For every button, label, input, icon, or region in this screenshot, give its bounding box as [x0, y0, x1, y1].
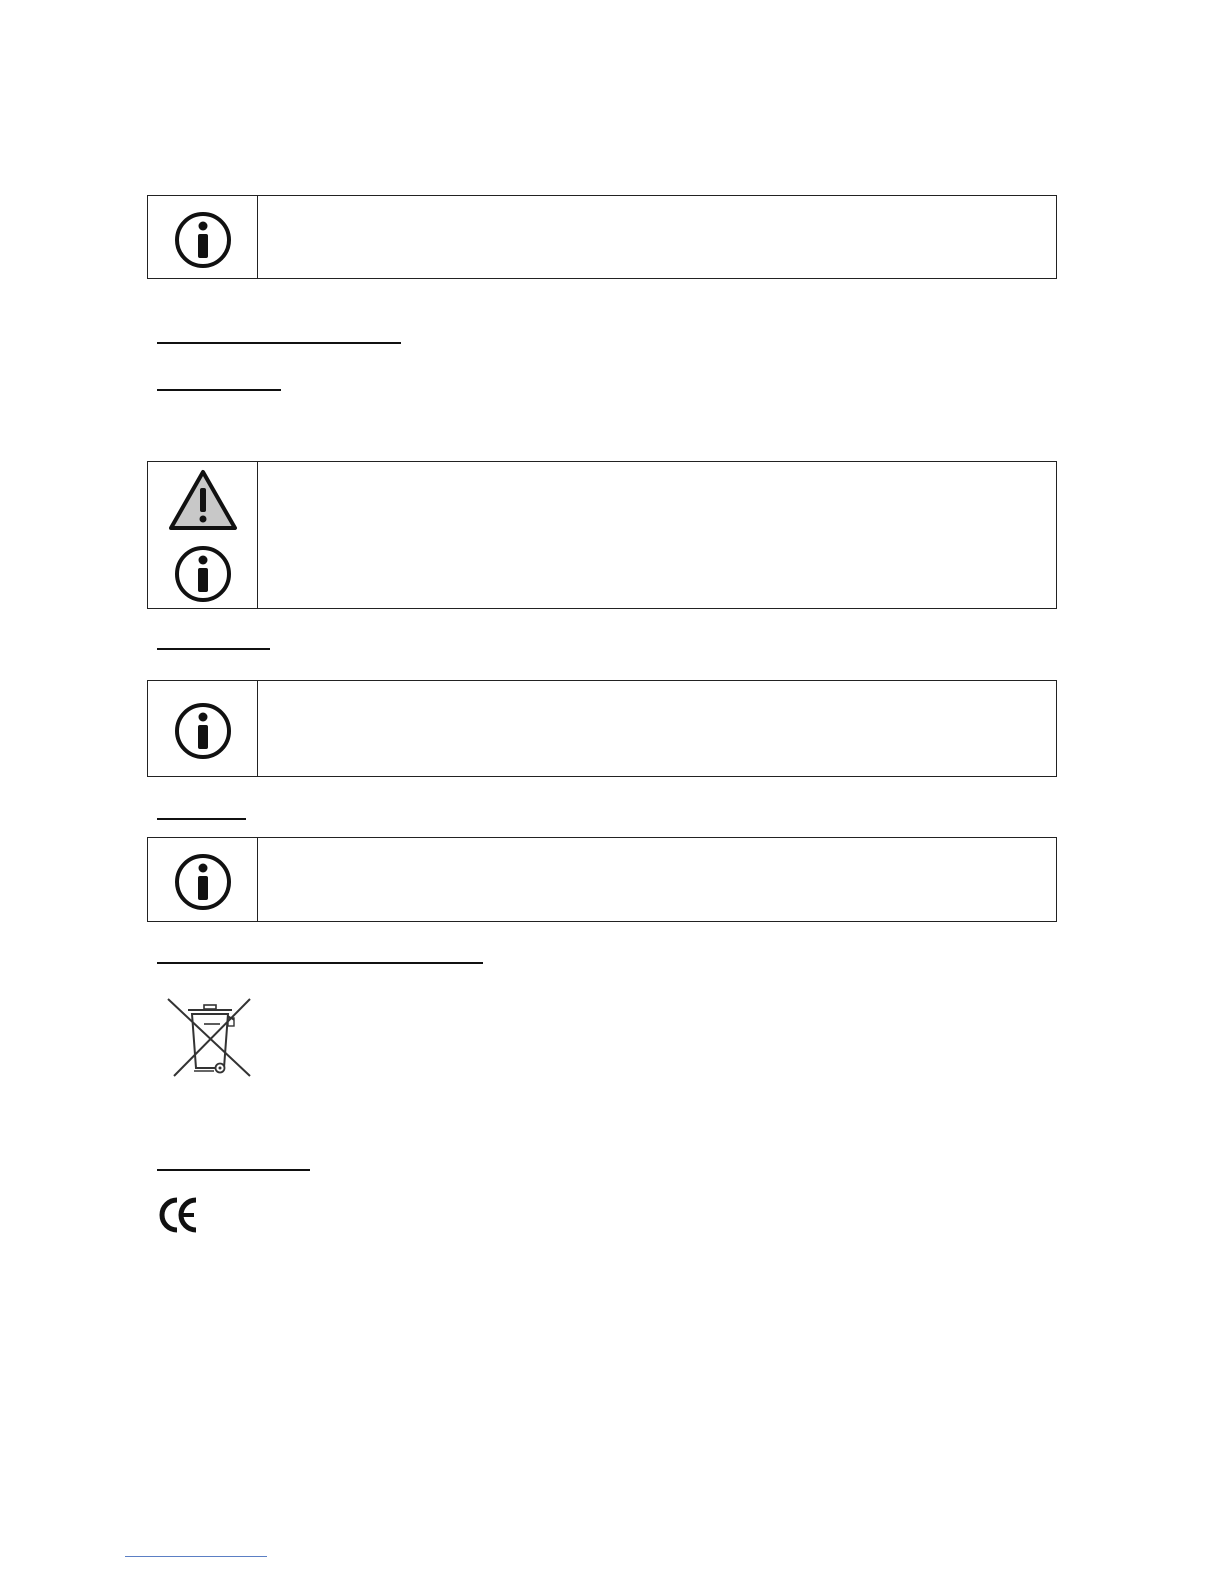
- crossed-out-wheelie-bin-icon: [164, 996, 254, 1078]
- section-heading-3: [157, 648, 270, 650]
- section-heading-4: [157, 818, 246, 820]
- notice-text: [260, 196, 1056, 278]
- notice-box-1: [147, 195, 1057, 279]
- notice-icon-cell: [148, 462, 258, 608]
- notice-text: [260, 462, 1056, 608]
- notice-box-2: [147, 461, 1057, 609]
- section-heading-1: [157, 342, 401, 344]
- notice-icon-cell: [148, 838, 258, 921]
- notice-box-4: [147, 837, 1057, 922]
- footer-link-underline[interactable]: [125, 1556, 267, 1557]
- section-heading-2: [157, 389, 281, 391]
- notice-box-3: [147, 680, 1057, 777]
- info-circle-icon: [173, 544, 233, 604]
- section-heading-6: [157, 1169, 310, 1171]
- notice-text: [260, 838, 1056, 921]
- info-circle-icon: [173, 210, 233, 270]
- ce-mark-icon: [159, 1197, 199, 1233]
- notice-icon-cell: [148, 196, 258, 278]
- section-heading-5: [157, 962, 483, 964]
- notice-icon-cell: [148, 681, 258, 776]
- info-circle-icon: [173, 701, 233, 761]
- info-circle-icon: [173, 852, 233, 912]
- notice-text: [260, 681, 1056, 776]
- warning-triangle-icon: [167, 468, 239, 532]
